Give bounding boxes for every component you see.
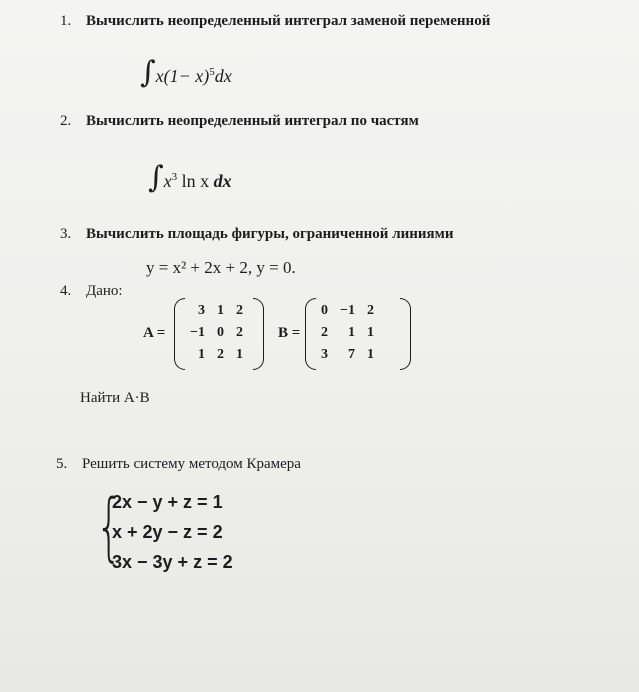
- matrix-cell: −1: [340, 303, 355, 318]
- matrix-row: [184, 300, 249, 322]
- problem-4-number: 4.: [60, 283, 72, 299]
- matrix-cell: 1: [216, 303, 224, 318]
- equation-system: [96, 484, 316, 582]
- matrix-cell: 2: [321, 325, 328, 340]
- integral-1-exp: 5: [209, 66, 215, 78]
- matrix-cell: 1: [366, 347, 374, 362]
- matrix-row: [315, 300, 380, 322]
- find-product-text: Найти A·B: [80, 390, 150, 406]
- problem-2-text: Вычислить неопределенный интеграл по частям: [86, 113, 419, 129]
- matrix-cell: 1: [197, 347, 205, 362]
- integral-sign-icon: ∫: [140, 55, 156, 90]
- curves-formula: y = x² + 2x + 2, y = 0.: [146, 258, 296, 277]
- matrix-cell: 1: [366, 325, 374, 340]
- matrix-cell: 1: [235, 347, 243, 362]
- matrix-cell: 3: [197, 303, 205, 318]
- matrix-cell: 3: [321, 347, 328, 362]
- integral-2-ln: ln x: [177, 171, 210, 191]
- matrix-cell: 1: [347, 325, 355, 340]
- matrix-cell: 2: [235, 325, 243, 340]
- integral-2-exp: 3: [171, 171, 178, 183]
- problem-2-number: 2.: [60, 113, 72, 129]
- equation-2: x + 2y − z = 2: [112, 522, 223, 542]
- matrix-row: [315, 322, 380, 344]
- matrix-cell: −1: [190, 325, 205, 340]
- matrix-cell: 0: [216, 325, 224, 340]
- matrix-cell: 0: [321, 303, 328, 318]
- problem-5-text: Решить систему методом Крамера: [82, 456, 301, 472]
- matrix-cell: 7: [347, 347, 355, 362]
- matrix-a: [174, 298, 264, 370]
- left-brace-icon: {: [96, 484, 122, 570]
- integral-2-dx: dx: [213, 171, 232, 191]
- integral-1-dx: dx: [214, 66, 232, 86]
- problem-1-number: 1.: [60, 13, 72, 29]
- matrix-cell: 2: [216, 347, 224, 362]
- matrix-a-right-bracket: [253, 298, 264, 370]
- matrix-cell: 2: [235, 303, 243, 318]
- matrix-row: [315, 344, 380, 366]
- equation-3: 3x − 3y + z = 2: [112, 552, 233, 572]
- problem-1-text: Вычислить неопределенный интеграл заменой переменной: [86, 13, 491, 29]
- problem-3-text: Вычислить площадь фигуры, ограниченной линиями: [86, 226, 454, 242]
- problem-4-text: Дано:: [86, 283, 123, 299]
- integral-sign-icon: ∫: [148, 160, 164, 195]
- problem-3-number: 3.: [60, 226, 72, 242]
- problem-5-number: 5.: [56, 456, 68, 472]
- matrix-row: [184, 344, 249, 366]
- equation-1: 2x − y + z = 1: [112, 492, 223, 512]
- matrix-b: [305, 298, 411, 370]
- integral-2: [148, 160, 232, 195]
- matrix-a-grid: [184, 300, 249, 366]
- matrix-cell: 2: [366, 303, 374, 318]
- integral-1-body: x(1− x): [155, 66, 210, 86]
- matrix-b-right-bracket: [400, 298, 411, 370]
- integral-2-base: x: [163, 171, 172, 191]
- integral-1: [140, 55, 232, 90]
- matrix-row: [184, 322, 249, 344]
- matrix-a-label: A =: [143, 325, 166, 341]
- matrix-b-grid: [315, 300, 380, 366]
- matrix-b-label: B =: [278, 325, 301, 341]
